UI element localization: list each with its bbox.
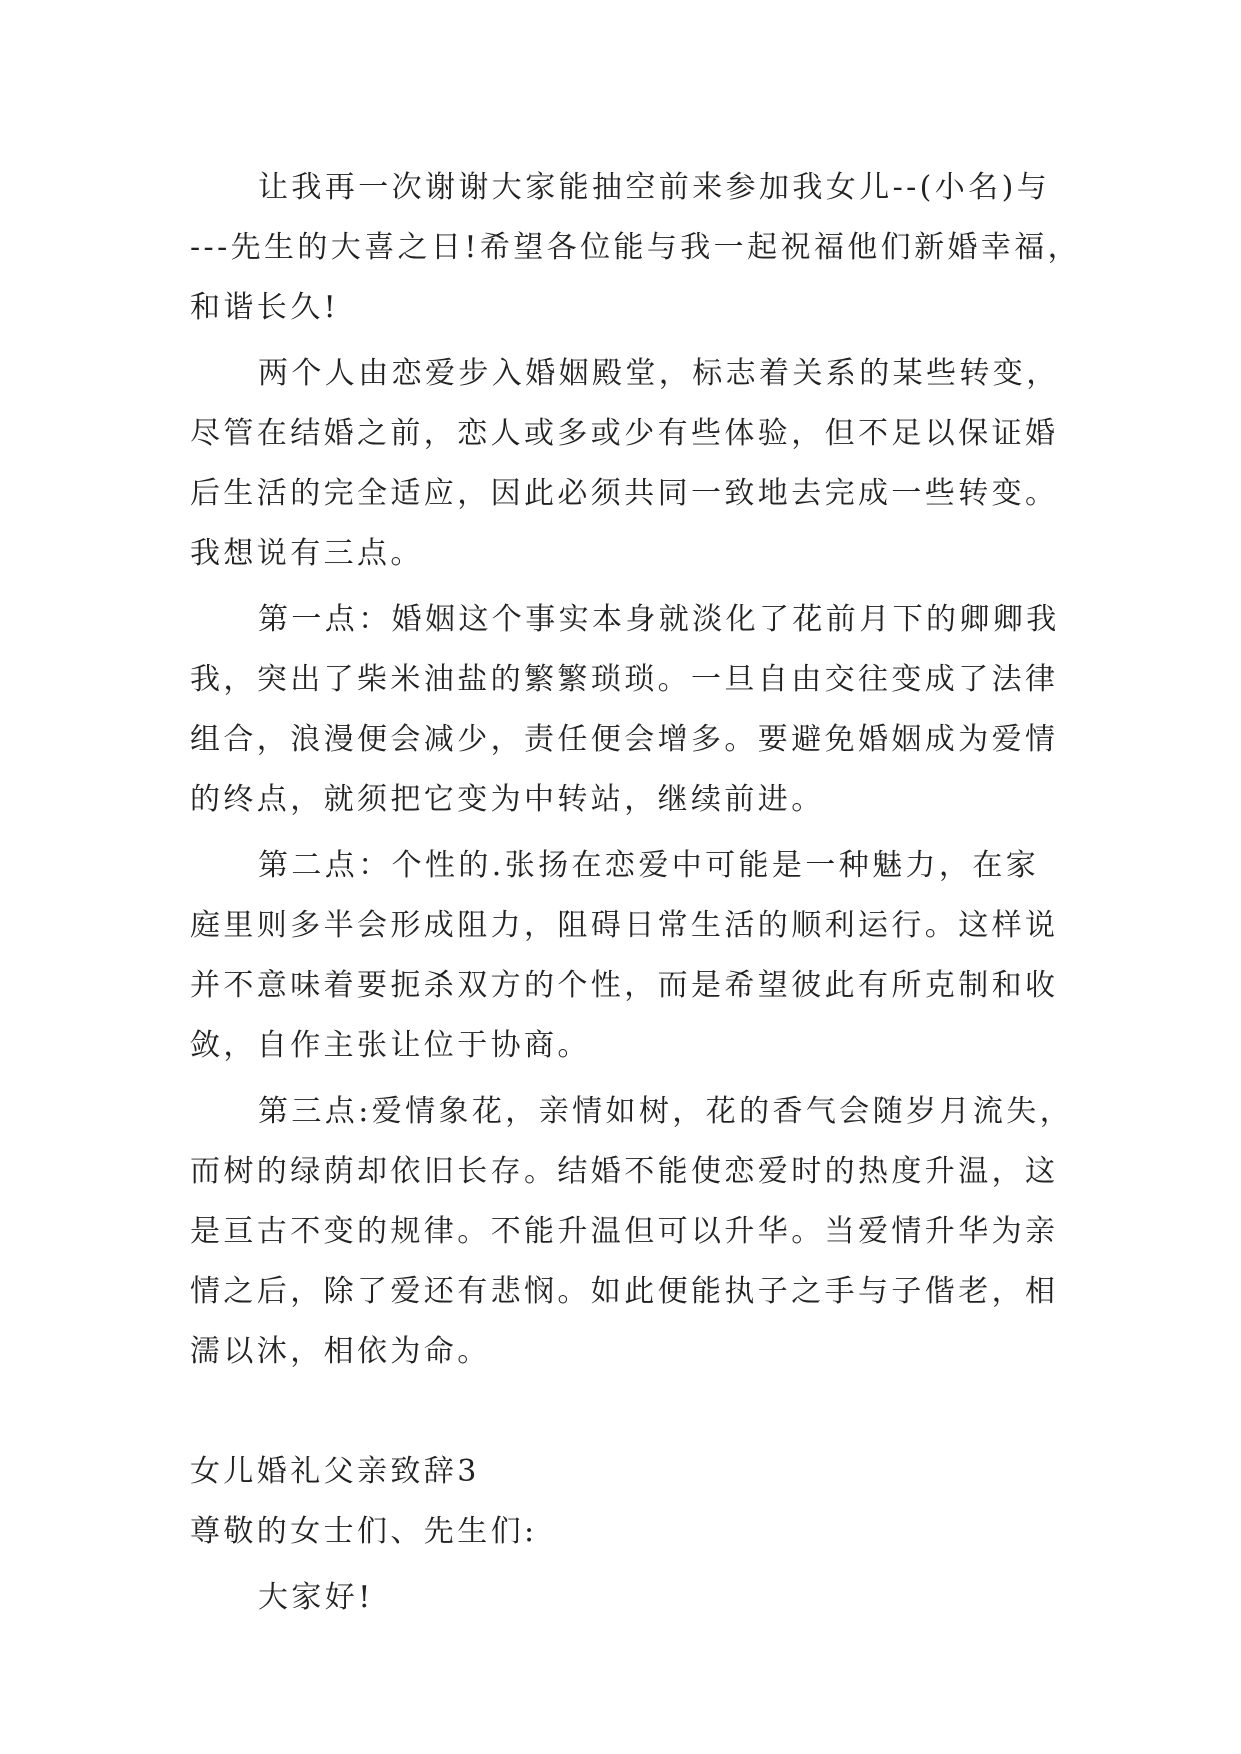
paragraph-point-two: [190, 836, 1090, 1076]
text-line: 濡以沐，相依为命。: [190, 1334, 491, 1369]
section-title: 女儿婚礼父亲致辞3: [190, 1454, 480, 1489]
text-line: 第二点：个性的.张扬在恋爱中可能是一种魅力，在家: [258, 848, 1040, 883]
text-line: 是亘古不变的规律。不能升温但可以升华。当爱情升华为亲: [190, 1214, 1059, 1249]
text-line: 的终点，就须把它变为中转站，继续前进。: [190, 782, 825, 817]
section-heading: [190, 1442, 1090, 1502]
text-line: 第三点:爱情象花，亲情如树，花的香气会随岁月流失，: [258, 1094, 1074, 1129]
text-line: 而树的绿荫却依旧长存。结婚不能使恋爱时的热度升温，这: [190, 1154, 1059, 1189]
salutation: 尊敬的女士们、先生们:: [190, 1514, 538, 1549]
text-line: 我，突出了柴米油盐的繁繁琐琐。一旦自由交往变成了法律: [190, 662, 1059, 697]
text-line: 让我再一次谢谢大家能抽空前来参加我女儿--(小名)与: [258, 170, 1051, 205]
text-line: 情之后，除了爱还有悲悯。如此便能执子之手与子偕老，相: [190, 1274, 1059, 1309]
text-line: 庭里则多半会形成阻力，阻碍日常生活的顺利运行。这样说: [190, 908, 1059, 943]
text-line: 后生活的完全适应，因此必须共同一致地去完成一些转变。: [190, 476, 1059, 511]
text-line: 两个人由恋爱步入婚姻殿堂，标志着关系的某些转变，: [258, 356, 1060, 391]
text-line: 我想说有三点。: [190, 536, 424, 571]
paragraph-point-three: [190, 1082, 1090, 1382]
document-body: [190, 158, 1090, 1628]
paragraph-point-one: [190, 590, 1090, 830]
text-line: ---先生的大喜之日!希望各位能与我一起祝福他们新婚幸福，: [190, 230, 1082, 265]
text-line: 尽管在结婚之前，恋人或多或少有些体验，但不足以保证婚: [190, 416, 1059, 451]
text-line: 和谐长久!: [190, 290, 340, 325]
text-line: 第一点：婚姻这个事实本身就淡化了花前月下的卿卿我: [258, 602, 1060, 637]
text-line: 并不意味着要扼杀双方的个性，而是希望彼此有所克制和收: [190, 968, 1059, 1003]
paragraph-thanks: [190, 158, 1090, 338]
greeting: 大家好!: [258, 1580, 374, 1615]
paragraph-intro: [190, 344, 1090, 584]
text-line: 组合，浪漫便会减少，责任便会增多。要避免婚姻成为爱情: [190, 722, 1059, 757]
text-line: 敛，自作主张让位于协商。: [190, 1028, 591, 1063]
